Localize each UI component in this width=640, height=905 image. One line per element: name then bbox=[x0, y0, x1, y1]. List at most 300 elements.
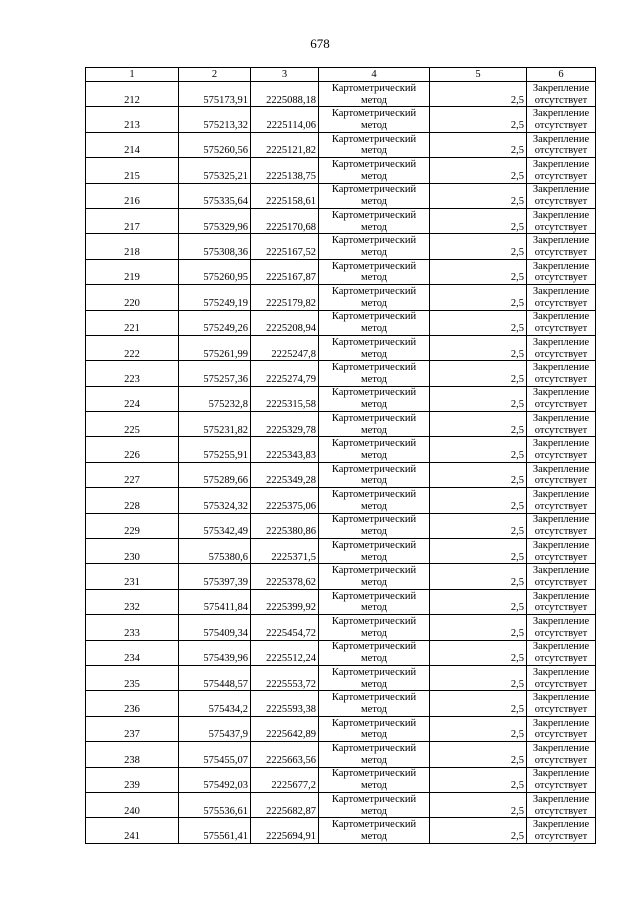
cell-text-line: отсутствует bbox=[534, 94, 588, 106]
cell-text-line: отсутствует bbox=[534, 272, 588, 284]
cell-text-line: Закрепление bbox=[532, 489, 590, 501]
x-coordinate-cell: 575249,19 bbox=[179, 285, 251, 310]
cell-text-line: Картометрический bbox=[331, 742, 417, 754]
fixing-cell bbox=[527, 716, 596, 741]
x-coordinate-cell: 575437,9 bbox=[179, 716, 251, 741]
point-number-cell: 230 bbox=[86, 539, 179, 564]
method-cell bbox=[319, 665, 430, 690]
cell-text-line: Закрепление bbox=[532, 235, 590, 247]
point-number-cell: 235 bbox=[86, 665, 179, 690]
cell-text-line: Картометрический bbox=[331, 184, 417, 196]
cell-text-line: Картометрический bbox=[331, 616, 417, 627]
cell-text-line: Картометрический bbox=[331, 311, 417, 323]
cell-text-line: метод bbox=[360, 119, 388, 131]
table-row bbox=[86, 412, 596, 437]
method-cell bbox=[319, 691, 430, 716]
method-cell bbox=[319, 158, 430, 183]
method-cell bbox=[319, 564, 430, 589]
x-coordinate-cell: 575561,41 bbox=[179, 818, 251, 843]
x-coordinate-cell: 575492,03 bbox=[179, 767, 251, 792]
y-coordinate-cell: 2225375,06 bbox=[251, 488, 319, 513]
header-cell: 1 bbox=[86, 68, 179, 82]
cell-text-line: Закрепление bbox=[532, 209, 590, 221]
cell-text-line: Закрепление bbox=[532, 717, 590, 729]
cell-text-line: Картометрический bbox=[331, 438, 417, 450]
cell-text-line: Закрепление bbox=[532, 539, 590, 551]
method-cell bbox=[319, 767, 430, 792]
table-row bbox=[86, 208, 596, 233]
point-number-cell: 220 bbox=[86, 285, 179, 310]
point-number-cell: 225 bbox=[86, 412, 179, 437]
method-cell bbox=[319, 183, 430, 208]
method-cell bbox=[319, 640, 430, 665]
cell-text-line: Картометрический bbox=[331, 768, 417, 780]
table-row bbox=[86, 310, 596, 335]
page-number: 678 bbox=[310, 36, 330, 51]
cell-text-line: Закрепление bbox=[532, 514, 590, 526]
fixing-cell bbox=[527, 462, 596, 487]
cell-text-line: отсутствует bbox=[534, 221, 588, 233]
cell-text-line: отсутствует bbox=[534, 119, 588, 131]
fixing-cell bbox=[527, 615, 596, 640]
y-coordinate-cell: 2225380,86 bbox=[251, 513, 319, 538]
method-cell bbox=[319, 488, 430, 513]
fixing-cell bbox=[527, 513, 596, 538]
table-row bbox=[86, 259, 596, 284]
y-coordinate-cell: 2225121,82 bbox=[251, 132, 319, 157]
method-cell bbox=[319, 82, 430, 107]
cell-text-line: метод bbox=[360, 678, 388, 690]
cell-text-line: Закрепление bbox=[532, 260, 590, 272]
cell-text-line: отсутствует bbox=[534, 348, 588, 360]
cell-text-line: Закрепление bbox=[532, 108, 590, 120]
cell-text-line: Картометрический bbox=[331, 692, 417, 704]
cell-text-line: Картометрический bbox=[331, 285, 417, 297]
cell-text-line: метод bbox=[360, 551, 388, 563]
cell-text-line: Картометрический bbox=[331, 133, 417, 145]
x-coordinate-cell: 575308,36 bbox=[179, 234, 251, 259]
fixing-cell bbox=[527, 640, 596, 665]
fixing-cell bbox=[527, 259, 596, 284]
y-coordinate-cell: 2225642,89 bbox=[251, 716, 319, 741]
cell-text-line: Картометрический bbox=[331, 209, 417, 221]
table-row bbox=[86, 615, 596, 640]
accuracy-cell: 2,5 bbox=[430, 615, 527, 640]
fixing-cell bbox=[527, 361, 596, 386]
accuracy-cell: 2,5 bbox=[430, 82, 527, 107]
point-number-cell: 218 bbox=[86, 234, 179, 259]
method-cell bbox=[319, 742, 430, 767]
table-row bbox=[86, 564, 596, 589]
cell-text-line: Закрепление bbox=[532, 590, 590, 602]
point-number-cell: 241 bbox=[86, 818, 179, 843]
fixing-cell bbox=[527, 742, 596, 767]
x-coordinate-cell: 575255,91 bbox=[179, 437, 251, 462]
cell-text-line: отсутствует bbox=[534, 551, 588, 563]
cell-text-line: метод bbox=[360, 424, 388, 436]
point-number-cell: 237 bbox=[86, 716, 179, 741]
accuracy-cell: 2,5 bbox=[430, 412, 527, 437]
accuracy-cell: 2,5 bbox=[430, 716, 527, 741]
table-row bbox=[86, 589, 596, 614]
cell-text-line: метод bbox=[360, 526, 388, 538]
cell-text-line: отсутствует bbox=[534, 373, 588, 385]
x-coordinate-cell: 575260,95 bbox=[179, 259, 251, 284]
table-row bbox=[86, 462, 596, 487]
accuracy-cell: 2,5 bbox=[430, 691, 527, 716]
point-number-cell: 223 bbox=[86, 361, 179, 386]
cell-text-line: Закрепление bbox=[532, 742, 590, 754]
cell-text-line: Картометрический bbox=[331, 666, 417, 678]
cell-text-line: метод bbox=[360, 221, 388, 233]
cell-text-line: метод bbox=[360, 94, 388, 106]
accuracy-cell: 2,5 bbox=[430, 564, 527, 589]
fixing-cell bbox=[527, 691, 596, 716]
table-row bbox=[86, 158, 596, 183]
y-coordinate-cell: 2225088,18 bbox=[251, 82, 319, 107]
y-coordinate-cell: 2225138,75 bbox=[251, 158, 319, 183]
cell-text-line: отсутствует bbox=[534, 450, 588, 462]
cell-text-line: Картометрический bbox=[331, 108, 417, 120]
method-cell bbox=[319, 818, 430, 843]
accuracy-cell: 2,5 bbox=[430, 158, 527, 183]
x-coordinate-cell: 575439,96 bbox=[179, 640, 251, 665]
y-coordinate-cell: 2225158,61 bbox=[251, 183, 319, 208]
y-coordinate-cell: 2225208,94 bbox=[251, 310, 319, 335]
x-coordinate-cell: 575411,84 bbox=[179, 589, 251, 614]
accuracy-cell: 2,5 bbox=[430, 539, 527, 564]
cell-text-line: метод bbox=[360, 348, 388, 360]
table-row bbox=[86, 386, 596, 411]
cell-text-line: метод bbox=[360, 272, 388, 284]
x-coordinate-cell: 575260,56 bbox=[179, 132, 251, 157]
accuracy-cell: 2,5 bbox=[430, 208, 527, 233]
fixing-cell bbox=[527, 234, 596, 259]
fixing-cell bbox=[527, 310, 596, 335]
cell-text-line: отсутствует bbox=[534, 805, 588, 817]
y-coordinate-cell: 2225677,2 bbox=[251, 767, 319, 792]
fixing-cell bbox=[527, 665, 596, 690]
cell-text-line: метод bbox=[360, 500, 388, 512]
x-coordinate-cell: 575257,36 bbox=[179, 361, 251, 386]
cell-text-line: Закрепление bbox=[532, 666, 590, 678]
cell-text-line: отсутствует bbox=[534, 170, 588, 182]
cell-text-line: метод bbox=[360, 577, 388, 589]
table-row bbox=[86, 818, 596, 843]
accuracy-cell: 2,5 bbox=[430, 107, 527, 132]
fixing-cell bbox=[527, 132, 596, 157]
point-number-cell: 233 bbox=[86, 615, 179, 640]
cell-text-line: отсутствует bbox=[534, 678, 588, 690]
table-row bbox=[86, 539, 596, 564]
cell-text-line: Закрепление bbox=[532, 565, 590, 577]
y-coordinate-cell: 2225593,38 bbox=[251, 691, 319, 716]
accuracy-cell: 2,5 bbox=[430, 310, 527, 335]
cell-text-line: Картометрический bbox=[331, 463, 417, 475]
x-coordinate-cell: 575380,6 bbox=[179, 539, 251, 564]
cell-text-line: отсутствует bbox=[534, 526, 588, 538]
point-number-cell: 214 bbox=[86, 132, 179, 157]
y-coordinate-cell: 2225399,92 bbox=[251, 589, 319, 614]
cell-text-line: метод bbox=[360, 602, 388, 614]
table-row bbox=[86, 234, 596, 259]
cell-text-line: Закрепление bbox=[532, 311, 590, 323]
fixing-cell bbox=[527, 488, 596, 513]
cell-text-line: отсутствует bbox=[534, 830, 588, 842]
y-coordinate-cell: 2225167,52 bbox=[251, 234, 319, 259]
cell-text-line: Картометрический bbox=[331, 590, 417, 602]
x-coordinate-cell: 575324,32 bbox=[179, 488, 251, 513]
x-coordinate-cell: 575342,49 bbox=[179, 513, 251, 538]
cell-text-line: метод bbox=[360, 729, 388, 741]
x-coordinate-cell: 575213,32 bbox=[179, 107, 251, 132]
y-coordinate-cell: 2225663,56 bbox=[251, 742, 319, 767]
table-body bbox=[86, 82, 596, 844]
cell-text-line: Закрепление bbox=[532, 387, 590, 399]
point-number-cell: 222 bbox=[86, 335, 179, 360]
cell-text-line: отсутствует bbox=[534, 196, 588, 208]
method-cell bbox=[319, 259, 430, 284]
point-number-cell: 232 bbox=[86, 589, 179, 614]
y-coordinate-cell: 2225274,79 bbox=[251, 361, 319, 386]
fixing-cell bbox=[527, 386, 596, 411]
cell-text-line: отсутствует bbox=[534, 754, 588, 766]
x-coordinate-cell: 575409,34 bbox=[179, 615, 251, 640]
point-number-cell: 213 bbox=[86, 107, 179, 132]
y-coordinate-cell: 2225694,91 bbox=[251, 818, 319, 843]
cell-text-line: метод bbox=[360, 399, 388, 411]
header-cell: 6 bbox=[527, 68, 596, 82]
cell-text-line: отсутствует bbox=[534, 500, 588, 512]
table-row bbox=[86, 513, 596, 538]
cell-text-line: Картометрический bbox=[331, 565, 417, 577]
point-number-cell: 229 bbox=[86, 513, 179, 538]
method-cell bbox=[319, 539, 430, 564]
y-coordinate-cell: 2225512,24 bbox=[251, 640, 319, 665]
x-coordinate-cell: 575335,64 bbox=[179, 183, 251, 208]
cell-text-line: отсутствует bbox=[534, 627, 588, 639]
fixing-cell bbox=[527, 564, 596, 589]
method-cell bbox=[319, 107, 430, 132]
fixing-cell bbox=[527, 208, 596, 233]
method-cell bbox=[319, 310, 430, 335]
cell-text-line: Закрепление bbox=[532, 82, 590, 94]
method-cell bbox=[319, 386, 430, 411]
cell-text-line: Картометрический bbox=[331, 793, 417, 805]
table-row bbox=[86, 488, 596, 513]
y-coordinate-cell: 2225553,72 bbox=[251, 665, 319, 690]
x-coordinate-cell: 575249,26 bbox=[179, 310, 251, 335]
fixing-cell bbox=[527, 412, 596, 437]
cell-text-line: Закрепление bbox=[532, 158, 590, 170]
y-coordinate-cell: 2225114,06 bbox=[251, 107, 319, 132]
table-row bbox=[86, 285, 596, 310]
cell-text-line: метод bbox=[360, 475, 388, 487]
y-coordinate-cell: 2225247,8 bbox=[251, 335, 319, 360]
table-row bbox=[86, 691, 596, 716]
point-number-cell: 221 bbox=[86, 310, 179, 335]
method-cell bbox=[319, 132, 430, 157]
cell-text-line: Картометрический bbox=[331, 819, 417, 831]
cell-text-line: метод bbox=[360, 196, 388, 208]
y-coordinate-cell: 2225454,72 bbox=[251, 615, 319, 640]
header-cell: 5 bbox=[430, 68, 527, 82]
cell-text-line: Закрепление bbox=[532, 768, 590, 780]
table-row bbox=[86, 107, 596, 132]
table-row bbox=[86, 742, 596, 767]
point-number-cell: 215 bbox=[86, 158, 179, 183]
y-coordinate-cell: 2225682,87 bbox=[251, 792, 319, 817]
table-header-row bbox=[86, 68, 596, 82]
cell-text-line: метод bbox=[360, 246, 388, 258]
table-row bbox=[86, 665, 596, 690]
cell-text-line: Закрепление bbox=[532, 184, 590, 196]
cell-text-line: отсутствует bbox=[534, 653, 588, 665]
coordinates-table bbox=[85, 67, 596, 844]
cell-text-line: метод bbox=[360, 145, 388, 157]
accuracy-cell: 2,5 bbox=[430, 513, 527, 538]
y-coordinate-cell: 2225343,83 bbox=[251, 437, 319, 462]
method-cell bbox=[319, 615, 430, 640]
accuracy-cell: 2,5 bbox=[430, 437, 527, 462]
table-row bbox=[86, 767, 596, 792]
accuracy-cell: 2,5 bbox=[430, 259, 527, 284]
cell-text-line: отсутствует bbox=[534, 703, 588, 715]
cell-text-line: Картометрический bbox=[331, 539, 417, 551]
accuracy-cell: 2,5 bbox=[430, 665, 527, 690]
accuracy-cell: 2,5 bbox=[430, 742, 527, 767]
point-number-cell: 217 bbox=[86, 208, 179, 233]
method-cell bbox=[319, 716, 430, 741]
point-number-cell: 227 bbox=[86, 462, 179, 487]
x-coordinate-cell: 575325,21 bbox=[179, 158, 251, 183]
point-number-cell: 236 bbox=[86, 691, 179, 716]
method-cell bbox=[319, 234, 430, 259]
fixing-cell bbox=[527, 539, 596, 564]
cell-text-line: Картометрический bbox=[331, 641, 417, 653]
accuracy-cell: 2,5 bbox=[430, 234, 527, 259]
point-number-cell: 240 bbox=[86, 792, 179, 817]
accuracy-cell: 2,5 bbox=[430, 335, 527, 360]
method-cell bbox=[319, 361, 430, 386]
method-cell bbox=[319, 589, 430, 614]
cell-text-line: метод bbox=[360, 450, 388, 462]
cell-text-line: метод bbox=[360, 805, 388, 817]
cell-text-line: отсутствует bbox=[534, 602, 588, 614]
method-cell bbox=[319, 462, 430, 487]
table-row bbox=[86, 183, 596, 208]
accuracy-cell: 2,5 bbox=[430, 386, 527, 411]
x-coordinate-cell: 575329,96 bbox=[179, 208, 251, 233]
cell-text-line: Закрепление bbox=[532, 285, 590, 297]
accuracy-cell: 2,5 bbox=[430, 792, 527, 817]
cell-text-line: отсутствует bbox=[534, 424, 588, 436]
table-row bbox=[86, 335, 596, 360]
table-row bbox=[86, 132, 596, 157]
x-coordinate-cell: 575536,61 bbox=[179, 792, 251, 817]
cell-text-line: Закрепление bbox=[532, 362, 590, 374]
cell-text-line: Картометрический bbox=[331, 489, 417, 501]
cell-text-line: Картометрический bbox=[331, 336, 417, 348]
y-coordinate-cell: 2225329,78 bbox=[251, 412, 319, 437]
accuracy-cell: 2,5 bbox=[430, 640, 527, 665]
cell-text-line: метод bbox=[360, 830, 388, 842]
cell-text-line: отсутствует bbox=[534, 780, 588, 792]
cell-text-line: отсутствует bbox=[534, 145, 588, 157]
x-coordinate-cell: 575434,2 bbox=[179, 691, 251, 716]
fixing-cell bbox=[527, 437, 596, 462]
method-cell bbox=[319, 285, 430, 310]
cell-text-line: отсутствует bbox=[534, 323, 588, 335]
cell-text-line: отсутствует bbox=[534, 399, 588, 411]
method-cell bbox=[319, 208, 430, 233]
y-coordinate-cell: 2225371,5 bbox=[251, 539, 319, 564]
cell-text-line: Картометрический bbox=[331, 260, 417, 272]
cell-text-line: Закрепление bbox=[532, 336, 590, 348]
x-coordinate-cell: 575455,07 bbox=[179, 742, 251, 767]
cell-text-line: Картометрический bbox=[331, 717, 417, 729]
cell-text-line: Картометрический bbox=[331, 412, 417, 424]
cell-text-line: Закрепление bbox=[532, 616, 590, 627]
point-number-cell: 238 bbox=[86, 742, 179, 767]
cell-text-line: метод bbox=[360, 703, 388, 715]
point-number-cell: 231 bbox=[86, 564, 179, 589]
cell-text-line: Картометрический bbox=[331, 362, 417, 374]
header-cell: 2 bbox=[179, 68, 251, 82]
table-row bbox=[86, 716, 596, 741]
fixing-cell bbox=[527, 335, 596, 360]
cell-text-line: Закрепление bbox=[532, 438, 590, 450]
cell-text-line: Закрепление bbox=[532, 133, 590, 145]
point-number-cell: 234 bbox=[86, 640, 179, 665]
cell-text-line: Закрепление bbox=[532, 641, 590, 653]
fixing-cell bbox=[527, 183, 596, 208]
cell-text-line: отсутствует bbox=[534, 577, 588, 589]
fixing-cell bbox=[527, 82, 596, 107]
accuracy-cell: 2,5 bbox=[430, 132, 527, 157]
accuracy-cell: 2,5 bbox=[430, 767, 527, 792]
method-cell bbox=[319, 335, 430, 360]
x-coordinate-cell: 575289,66 bbox=[179, 462, 251, 487]
point-number-cell: 224 bbox=[86, 386, 179, 411]
accuracy-cell: 2,5 bbox=[430, 818, 527, 843]
x-coordinate-cell: 575232,8 bbox=[179, 386, 251, 411]
point-number-cell: 228 bbox=[86, 488, 179, 513]
cell-text-line: метод bbox=[360, 297, 388, 309]
cell-text-line: отсутствует bbox=[534, 475, 588, 487]
cell-text-line: Закрепление bbox=[532, 412, 590, 424]
method-cell bbox=[319, 513, 430, 538]
cell-text-line: метод bbox=[360, 780, 388, 792]
x-coordinate-cell: 575173,91 bbox=[179, 82, 251, 107]
accuracy-cell: 2,5 bbox=[430, 183, 527, 208]
accuracy-cell: 2,5 bbox=[430, 462, 527, 487]
cell-text-line: отсутствует bbox=[534, 297, 588, 309]
point-number-cell: 212 bbox=[86, 82, 179, 107]
table-row bbox=[86, 640, 596, 665]
fixing-cell bbox=[527, 158, 596, 183]
header-cell: 3 bbox=[251, 68, 319, 82]
cell-text-line: метод bbox=[360, 627, 388, 639]
x-coordinate-cell: 575397,39 bbox=[179, 564, 251, 589]
y-coordinate-cell: 2225315,58 bbox=[251, 386, 319, 411]
fixing-cell bbox=[527, 792, 596, 817]
accuracy-cell: 2,5 bbox=[430, 361, 527, 386]
cell-text-line: отсутствует bbox=[534, 729, 588, 741]
x-coordinate-cell: 575448,57 bbox=[179, 665, 251, 690]
point-number-cell: 239 bbox=[86, 767, 179, 792]
table-row bbox=[86, 82, 596, 107]
